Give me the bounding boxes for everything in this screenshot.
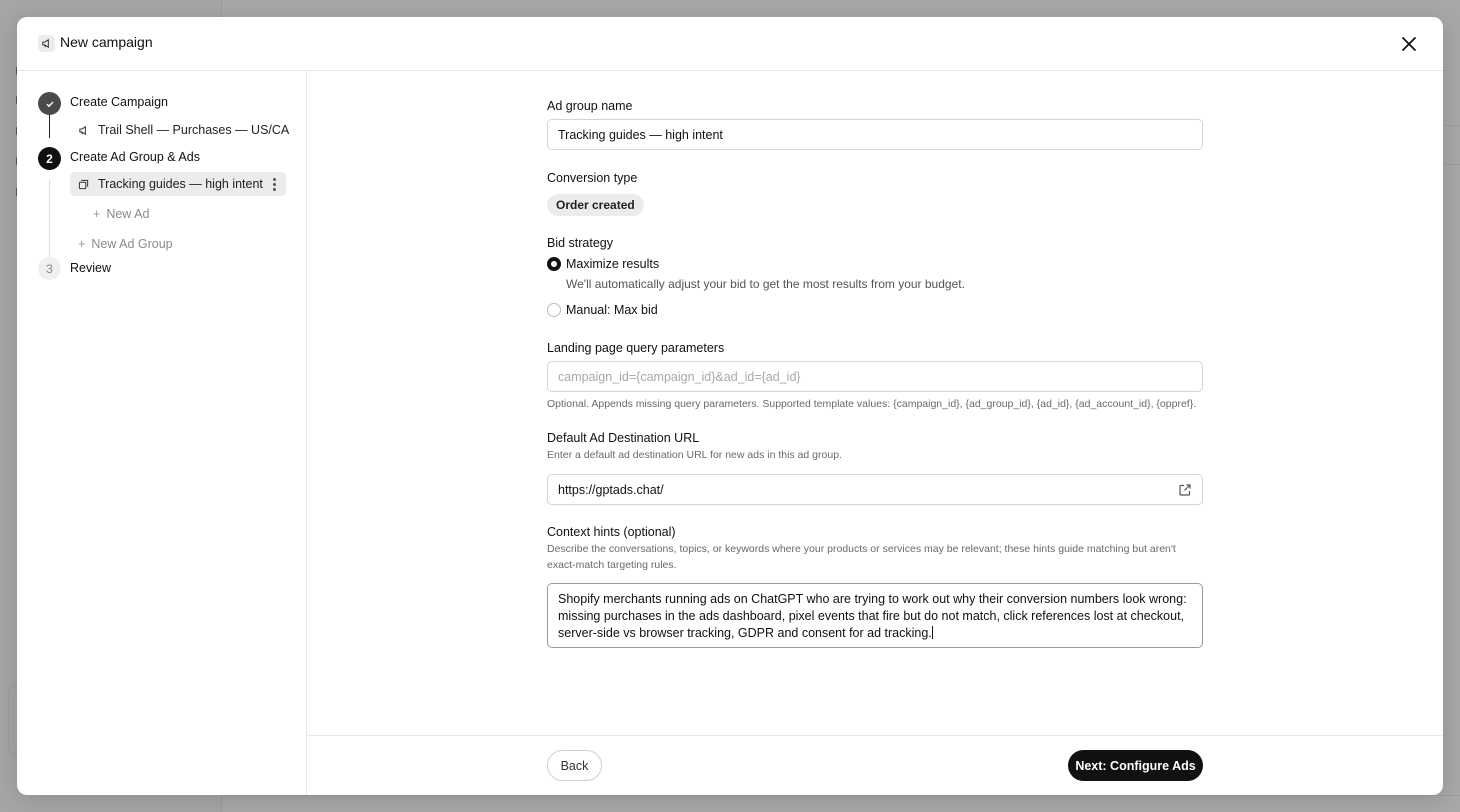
ad-group-item-label: Tracking guides — high intent (98, 177, 263, 191)
close-button[interactable] (1397, 32, 1421, 56)
landing-params-help: Optional. Appends missing query parameters. Supported template values: {campaign_id}, {ad_group_id}, {ad_id}, {ad_account_id}, {oppref}. (547, 398, 1197, 410)
ad-group-icon (76, 177, 90, 191)
destination-url-label: Default Ad Destination URL (547, 431, 700, 445)
context-hints-value: Shopify merchants running ads on ChatGPT who are trying to work out why their conversion numbers look wrong: missing purchases in the ads dashboard, pixel events that fire but do not match, click references lost at checkout, server-side vs browser tracking, GDPR and consent for ad tracking. (558, 592, 1187, 640)
maximize-results-radio[interactable] (547, 257, 561, 271)
modal-header (17, 17, 1443, 71)
bid-strategy-label: Bid strategy (547, 236, 614, 250)
manual-max-bid-label[interactable]: Manual: Max bid (566, 303, 658, 317)
maximize-results-label[interactable]: Maximize results (566, 257, 660, 271)
destination-url-help: Enter a default ad destination URL for new ads in this ad group. (547, 449, 842, 461)
sidebar-item-ad-group[interactable] (70, 172, 286, 196)
destination-url-value: https://gptads.chat/ (558, 482, 664, 497)
step-connector (49, 180, 50, 266)
step-2-label[interactable]: Create Ad Group & Ads (70, 150, 200, 164)
new-ad-group-button[interactable] (78, 237, 173, 251)
megaphone-icon (38, 35, 55, 52)
context-hints-help: Describe the conversations, topics, or keywords where your products or services may be relevant; these hints guide matching but aren't exact-match targeting rules. (547, 543, 1176, 571)
background-footer (222, 795, 1460, 812)
step-3-label[interactable]: Review (70, 261, 111, 275)
landing-params-input[interactable]: campaign_id={campaign_id}&ad_id={ad_id} (547, 361, 1203, 392)
step-1-complete-check-icon (38, 92, 61, 115)
conversion-type-chip[interactable]: Order created (547, 194, 644, 216)
external-link-icon[interactable] (1178, 483, 1192, 497)
next-configure-ads-button[interactable]: Next: Configure Ads (1068, 750, 1203, 781)
conversion-type-label: Conversion type (547, 171, 638, 185)
back-button[interactable]: Back (547, 750, 602, 781)
step-connector (49, 114, 50, 138)
ad-group-name-input[interactable]: Tracking guides — high intent (547, 119, 1203, 150)
modal-footer (307, 735, 1443, 795)
text-caret (932, 626, 933, 639)
more-options-icon[interactable] (268, 176, 280, 192)
manual-max-bid-radio[interactable] (547, 303, 561, 317)
campaign-item-label: Trail Shell — Purchases — US/CA (98, 123, 290, 137)
new-ad-button[interactable] (93, 207, 149, 221)
maximize-results-description: We'll automatically adjust your bid to get the most results from your budget. (566, 277, 965, 291)
step-1-label[interactable]: Create Campaign (70, 95, 168, 109)
step-2-number: 2 (38, 147, 61, 170)
new-campaign-modal (17, 17, 1443, 795)
ad-group-name-label: Ad group name (547, 99, 633, 113)
new-ad-label: New Ad (106, 207, 150, 221)
step-3-number: 3 (38, 257, 61, 280)
close-icon (1402, 37, 1416, 51)
landing-params-label: Landing page query parameters (547, 341, 725, 355)
context-hints-label: Context hints (optional) (547, 525, 676, 539)
modal-title: New campaign (60, 34, 153, 50)
destination-url-input[interactable] (547, 474, 1203, 505)
new-ad-group-label: New Ad Group (91, 237, 173, 251)
plus-icon: + (93, 207, 101, 221)
megaphone-icon (76, 123, 90, 137)
sidebar-item-campaign[interactable] (70, 118, 289, 142)
plus-icon: + (78, 237, 86, 251)
context-hints-textarea[interactable] (547, 583, 1203, 648)
steps-sidebar (17, 71, 307, 795)
